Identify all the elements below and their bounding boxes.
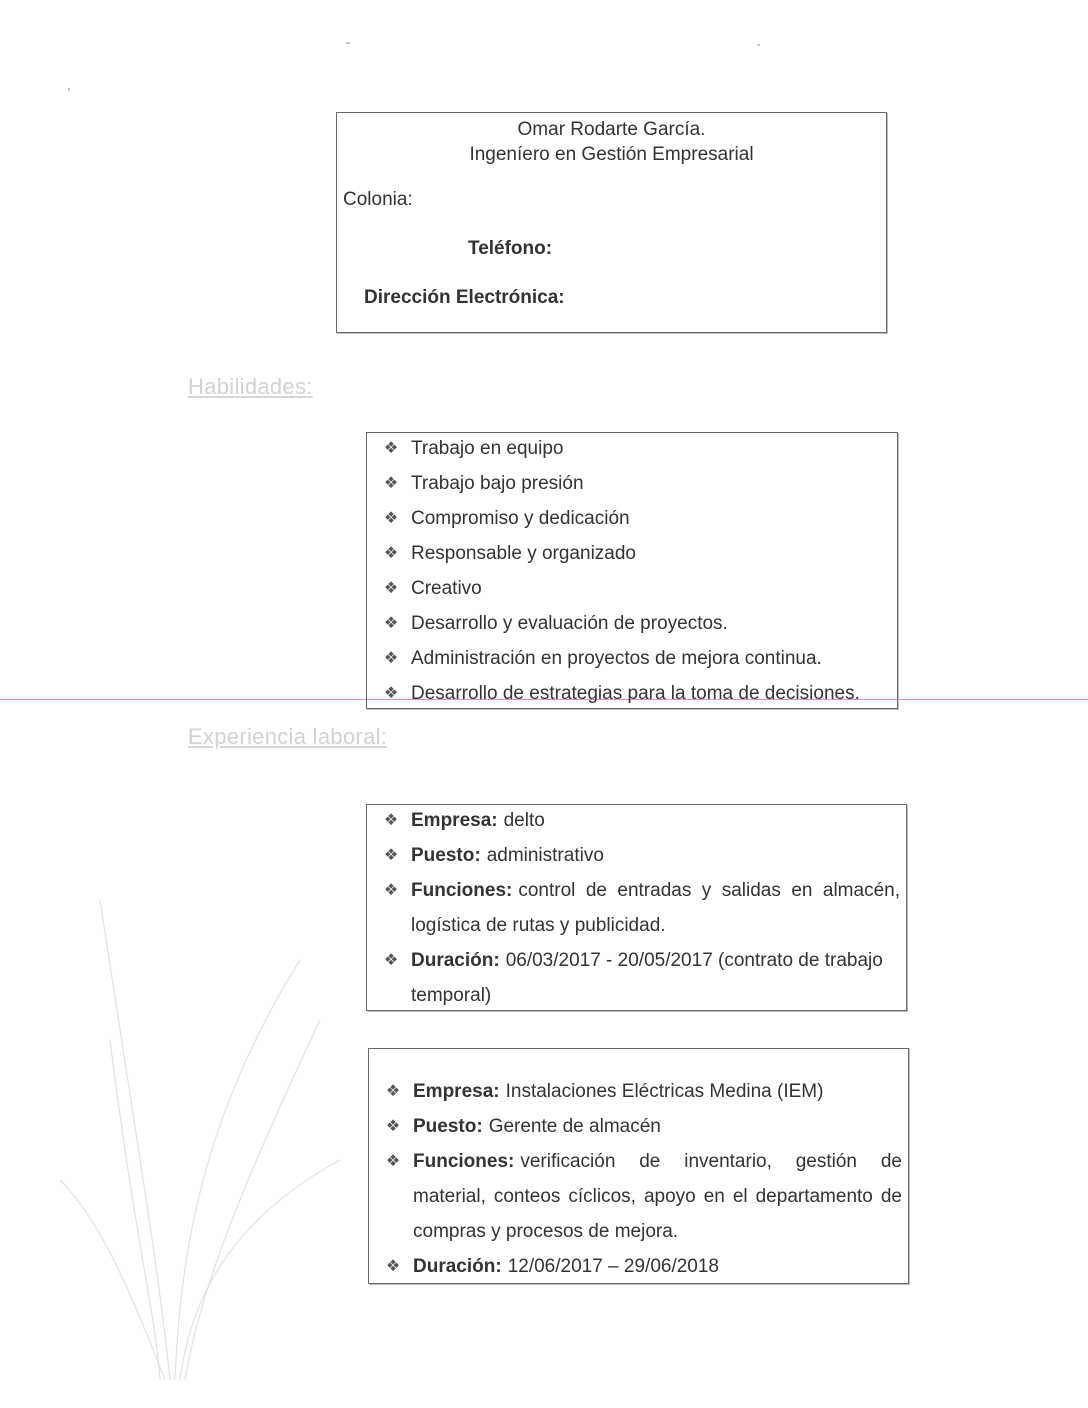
job-empresa: ❖ Empresa: Instalaciones Eléctricas Medina (IEM) (383, 1074, 902, 1109)
list-item: ❖ Trabajo bajo presión (381, 466, 891, 501)
scan-speck (68, 88, 70, 91)
colonia-label: Colonia: (343, 189, 413, 210)
job-box-2 (368, 1048, 909, 1284)
job-duracion: ❖ Duración: 06/03/2017 - 20/05/2017 (contrato de trabajo temporal) (381, 943, 900, 1013)
email-label: Dirección Electrónica: (364, 287, 565, 308)
diamond-bullet-icon: ❖ (383, 580, 399, 597)
job-details-list (381, 803, 900, 1013)
diamond-bullet-icon: ❖ (383, 882, 399, 899)
job-funciones: ❖ Funciones: verificación de inventario, gestión de material, conteos cíclicos, apoyo en el departamento de compras y procesos de mejora. (383, 1144, 902, 1249)
diamond-bullet-icon: ❖ (385, 1153, 401, 1170)
diamond-bullet-icon: ❖ (383, 812, 399, 829)
list-item: ❖ Desarrollo de estrategias para la toma de decisiones. (381, 676, 891, 711)
list-item: ❖ Compromiso y dedicación (381, 501, 891, 536)
diamond-bullet-icon: ❖ (385, 1083, 401, 1100)
job-box-1 (366, 804, 907, 1011)
list-item: ❖ Administración en proyectos de mejora continua. (381, 641, 891, 676)
scan-speck (757, 44, 760, 46)
diamond-bullet-icon: ❖ (383, 952, 399, 969)
experience-heading: Experiencia laboral: (188, 724, 388, 749)
job-empresa: ❖ Empresa: delto (381, 803, 900, 838)
diamond-bullet-icon: ❖ (383, 650, 399, 667)
contact-header-box (336, 112, 887, 333)
job-puesto: ❖ Puesto: Gerente de almacén (383, 1109, 902, 1144)
job-funciones: ❖ Funciones: control de entradas y salidas en almacén, logística de rutas y publicidad. (381, 873, 900, 943)
telefono-label: Teléfono: (468, 238, 553, 259)
job-duracion: ❖ Duración: 12/06/2017 – 29/06/2018 (383, 1249, 902, 1284)
diamond-bullet-icon: ❖ (383, 615, 399, 632)
diamond-bullet-icon: ❖ (385, 1118, 401, 1135)
diamond-bullet-icon: ❖ (383, 685, 399, 702)
diamond-bullet-icon: ❖ (385, 1258, 401, 1275)
diamond-bullet-icon: ❖ (383, 440, 399, 457)
scan-speck (346, 42, 350, 44)
list-item: ❖ Desarrollo y evaluación de proyectos. (381, 606, 891, 641)
diamond-bullet-icon: ❖ (383, 475, 399, 492)
applicant-title: Ingeníero en Gestión Empresarial (469, 144, 754, 165)
skills-box (366, 432, 898, 709)
diamond-bullet-icon: ❖ (383, 847, 399, 864)
diamond-bullet-icon: ❖ (383, 545, 399, 562)
diamond-bullet-icon: ❖ (383, 510, 399, 527)
skills-heading: Habilidades: (188, 374, 313, 399)
list-item: ❖ Trabajo en equipo (381, 431, 891, 466)
job-puesto: ❖ Puesto: administrativo (381, 838, 900, 873)
scan-watermark-grass (40, 860, 340, 1380)
job-details-list (383, 1074, 902, 1284)
skills-list (381, 431, 891, 711)
list-item: ❖ Responsable y organizado (381, 536, 891, 571)
list-item: ❖ Creativo (381, 571, 891, 606)
applicant-name: Omar Rodarte García. (517, 119, 706, 140)
